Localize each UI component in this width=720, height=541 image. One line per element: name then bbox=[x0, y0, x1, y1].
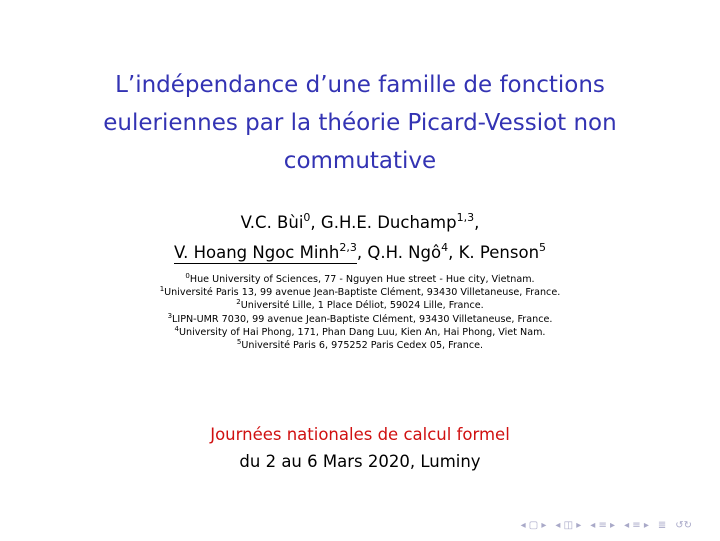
nav-prev-frame-icon[interactable]: ◂ ◫ ▸ bbox=[555, 520, 582, 531]
author-bui-affil: 0 bbox=[303, 211, 311, 224]
conference-name: Journées nationales de calcul formel bbox=[210, 425, 510, 444]
affiliations bbox=[0, 273, 720, 352]
affiliation-3 bbox=[0, 313, 720, 326]
affiliation-0-text: Hue University of Sciences, 77 - Nguyen Hue street - Hue city, Vietnam. bbox=[189, 274, 535, 285]
author-bui: V.C. Bùi bbox=[240, 213, 304, 232]
author-ngo: Q.H. Ngô bbox=[367, 243, 442, 262]
affiliation-5-text: Université Paris 6, 975252 Paris Cedex 05, France. bbox=[241, 340, 484, 352]
author-penson: K. Penson bbox=[458, 243, 540, 262]
author-duchamp: G.H.E. Duchamp bbox=[320, 213, 457, 232]
title-line-3: commutative bbox=[283, 148, 437, 174]
conference-block bbox=[0, 421, 720, 475]
author-minh-name: V. Hoang Ngoc Minh bbox=[173, 243, 340, 262]
author-minh bbox=[174, 243, 357, 264]
author-penson-affil: 5 bbox=[539, 241, 547, 254]
beamer-navigation bbox=[521, 520, 692, 531]
author-duchamp-affil: 1,3 bbox=[456, 211, 475, 224]
affiliation-4-number: 4 bbox=[174, 324, 179, 333]
affiliation-5-number: 5 bbox=[236, 338, 242, 347]
nav-first-icon[interactable]: ◂ ▢ ▸ bbox=[520, 520, 547, 531]
author-list bbox=[0, 208, 720, 268]
affiliation-0 bbox=[0, 273, 720, 286]
affiliation-0-number: 0 bbox=[185, 272, 190, 280]
nav-next-section-icon[interactable]: ◂ ≡ ▸ bbox=[624, 520, 649, 531]
affiliation-1-text: Université Paris 13, 99 avenue Jean-Baptiste Clément, 93430 Villetaneuse, France. bbox=[164, 287, 561, 299]
nav-search-icon[interactable]: ↺↻ bbox=[675, 520, 692, 531]
affiliation-5 bbox=[0, 339, 720, 352]
nav-align-icon[interactable]: ≣ bbox=[657, 520, 667, 531]
title-line-2: euleriennes par la théorie Picard-Vessiot non bbox=[103, 110, 617, 136]
affiliation-2 bbox=[0, 299, 720, 312]
author-ngo-affil: 4 bbox=[441, 241, 449, 254]
conference-dates: du 2 au 6 Mars 2020, Luminy bbox=[239, 452, 481, 471]
nav-prev-section-icon[interactable]: ◂ ≡ ▸ bbox=[590, 520, 616, 531]
affiliation-3-text: LIPN-UMR 7030, 99 avenue Jean-Baptiste Clément, 93430 Villetaneuse, France. bbox=[172, 313, 553, 325]
affiliation-1 bbox=[0, 286, 720, 299]
affiliation-4-text: University of Hai Phong, 171, Phan Dang Luu, Kien An, Hai Phong, Viet Nam. bbox=[178, 326, 546, 338]
author-line-1: V.C. Bùi$^0$, G.H.E. Duchamp$^{1,3}$, bbox=[240, 211, 480, 232]
affiliation-3-number: 3 bbox=[167, 311, 173, 320]
author-line-2: V. Hoang Ngoc Minh$^{2,3}$, Q.H. Ngô$^4$, K. Penson$^5$ bbox=[173, 241, 547, 262]
affiliation-2-number: 2 bbox=[236, 298, 241, 307]
title-line-1: L’indépendance d’une famille de fonctions bbox=[115, 72, 605, 98]
affiliation-4 bbox=[0, 326, 720, 339]
affiliation-2-text: Université Lille, 1 Place Déliot, 59024 Lille, France. bbox=[240, 300, 484, 312]
slide-title bbox=[40, 66, 680, 180]
author-minh-affil: 2,3 bbox=[339, 241, 357, 254]
affiliation-1-number: 1 bbox=[159, 285, 165, 294]
